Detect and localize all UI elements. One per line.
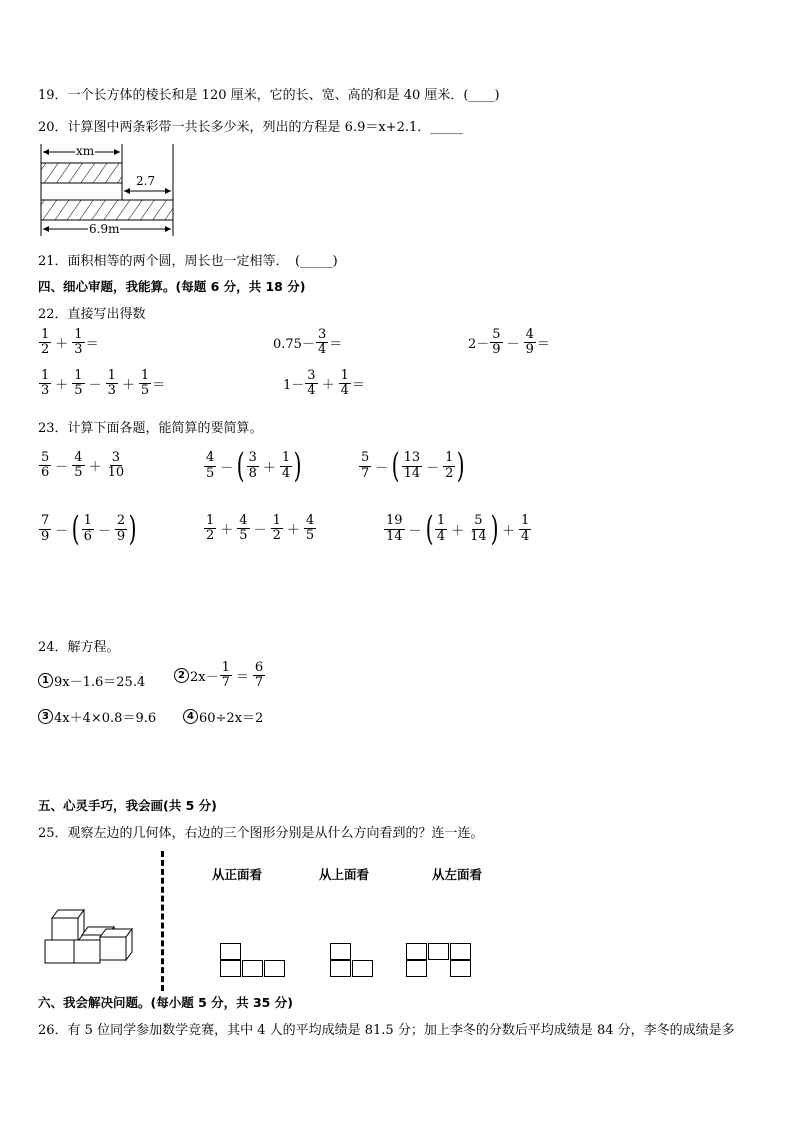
question-20 <box>38 116 463 135</box>
section-5-heading: 五、心灵手巧，我会画(共 5 分) <box>38 798 217 813</box>
q23-expr-5: $\frac{1}{2}$ ＋ $\frac{4}{5}$ － $\frac{1}{2}$ ＋ $\frac{4}{5}$ <box>206 513 315 544</box>
dashed-divider <box>161 851 164 991</box>
q22-expr-4: $\frac{1}{3}$ ＋ $\frac{1}{5}$ － $\frac{1}{3}$ ＋ $\frac{1}{5}$ ＝ <box>41 368 166 399</box>
view-label-front: 从正面看 <box>212 867 263 882</box>
q21-text: 21．面积相等的两个圆，周长也一定相等． ( <box>38 254 301 269</box>
q25-text: 25．观察左边的几何体，右边的三个图形分别是从什么方向看到的？连一连。 <box>38 826 484 841</box>
figure-label-6-9m: 6.9m <box>89 222 120 236</box>
section-4-heading: 四、细心审题，我能算。(每题 6 分，共 18 分) <box>38 279 306 294</box>
q22-expr-5: 1－ $\frac{3}{4}$ ＋ $\frac{1}{4}$ ＝ <box>283 368 365 399</box>
solid-figure <box>42 905 144 967</box>
q24-eq-1: 1 9x－1.6＝25.4 <box>38 671 145 690</box>
q19-text: 19．一个长方体的棱长和是 120 厘米，它的长、宽、高的和是 40 厘米．( <box>38 88 469 103</box>
q22-title: 22．直接写出得数 <box>38 307 146 322</box>
q22-expr-1: $\frac{1}{2}$ ＋ $\frac{1}{3}$ ＝ <box>41 327 99 358</box>
q24-eq-2: 2 2x－ $\frac{1}{7}$ ＝ $\frac{6}{7}$ <box>174 661 266 691</box>
q24-eq-4: 4 60÷2x＝2 <box>183 707 263 726</box>
q23-expr-6: $\frac{19}{14}$ － ( $\frac{1}{4}$ ＋ $\frac{5}{14}$ ) ＋ $\frac{1}{4}$ <box>386 509 530 549</box>
figure-label-2-7: 2.7 <box>136 174 156 188</box>
q23-title: 23．计算下面各题，能简算的要简算。 <box>38 421 263 436</box>
q21-close: ) <box>332 254 338 269</box>
q26-text: 26．有 5 位同学参加数学竞赛，其中 4 人的平均成绩是 81.5 分；加上李冬的分数后平均成绩是 84 分，李冬的成绩是多 <box>38 1023 735 1038</box>
q19-blank[interactable]: ____ <box>468 88 495 103</box>
q24-eq-3: 3 4x＋4×0.8＝9.6 <box>38 707 156 726</box>
q21-blank[interactable]: _____ <box>300 254 333 269</box>
view-label-top: 从上面看 <box>319 867 370 882</box>
q19-close: ) <box>494 88 500 103</box>
q22-expr-3: 2－ $\frac{5}{9}$ － $\frac{4}{9}$ ＝ <box>468 327 550 358</box>
q24-title: 24．解方程。 <box>38 640 120 655</box>
section-6-heading: 六、我会解决问题。(每小题 5 分，共 35 分) <box>38 995 293 1010</box>
question-19 <box>38 84 500 103</box>
q20-blank[interactable]: _____ <box>430 120 463 135</box>
figure-label-xm: xm <box>76 144 95 158</box>
view-label-left: 从左面看 <box>432 867 483 882</box>
q23-expr-4: $\frac{7}{9}$ － ( $\frac{1}{6}$ － $\frac{2}{9}$ ) <box>41 509 137 549</box>
q23-expr-2: $\frac{4}{5}$ － ( $\frac{3}{8}$ ＋ $\frac{1}{4}$ ) <box>206 446 302 486</box>
question-21 <box>38 250 338 269</box>
q22-expr-2: 0.75－ $\frac{3}{4}$ ＝ <box>273 327 343 358</box>
q23-expr-3: $\frac{5}{7}$ － ( $\frac{13}{14}$ － $\frac{1}{2}$ ) <box>361 446 466 486</box>
q20-text: 20．计算图中两条彩带一共长多少米，列出的方程是 6.9＝x+2.1． <box>38 120 431 135</box>
q23-expr-1: $\frac{5}{6}$ － $\frac{4}{5}$ ＋ $\frac{3}{10}$ <box>41 450 125 481</box>
